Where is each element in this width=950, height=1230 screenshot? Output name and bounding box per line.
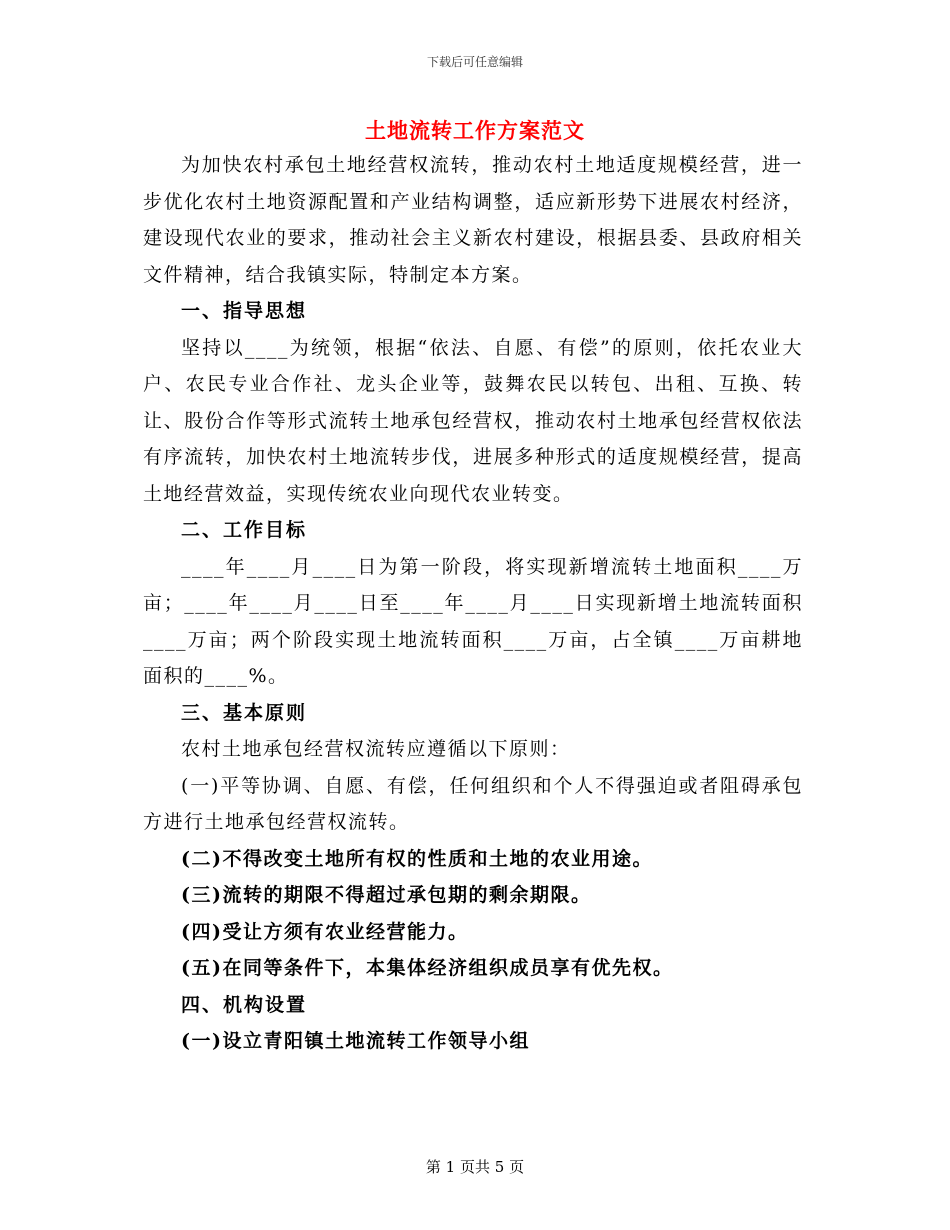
- principle-item-5: (五)在同等条件下，本集体经济组织成员享有优先权。: [181, 957, 674, 979]
- principle-item-4: (四)受让方须有农业经营能力。: [181, 920, 469, 943]
- principle-item-2: (二)不得改变土地所有权的性质和土地的农业用途。: [181, 847, 653, 870]
- guiding-thought-paragraph: 坚持以____为统领，根据“依法、自愿、有偿”的原则，依托农业大户、农民专业合作社、龙头企业等，鼓舞农民以转包、出租、互换、转让、股份合作等形式流转土地承包经营权，推动农村土地承包经营权依法有序流转，加快农村土地流转步伐，进展多种形式的适度规模经营，提高土地经营效益，实现传统农业向现代农业转变。: [143, 336, 803, 505]
- document-title: 土地流转工作方案范文: [365, 118, 585, 143]
- section-heading-basic-principles: 三、基本原则: [181, 701, 308, 724]
- principles-intro-paragraph: 农村土地承包经营权流转应遵循以下原则：: [181, 738, 571, 760]
- document-body: [143, 147, 803, 1060]
- intro-paragraph: 为加快农村承包土地经营权流转，推动农村土地适度规模经营，进一步优化农村土地资源配置和产业结构调整，适应新形势下进展农村经济，建设现代农业的要求，推动社会主义新农村建设，根据县委、县政府相关文件精神，结合我镇实际，特制定本方案。: [143, 154, 803, 286]
- principle-item-1: (一)平等协调、自愿、有偿，任何组织和个人不得强迫或者阻碍承包方进行土地承包经营权流转。: [143, 774, 803, 833]
- principle-item-3: (三)流转的期限不得超过承包期的剩余期限。: [181, 884, 592, 906]
- organization-item-1: (一)设立青阳镇土地流转工作领导小组: [181, 1030, 530, 1052]
- section-heading-guiding-thought: 一、指导思想: [181, 300, 308, 322]
- work-goals-paragraph: ____年____月____日为第一阶段，将实现新增流转土地面积____万亩；____年____月____日至____年____月____日实现新增土地流转面积____万亩；两个阶段实现土地流转面积____万亩，占全镇____万亩耕地面积的____%。: [143, 555, 803, 687]
- page-footer: 第 1 页共 5 页: [425, 1158, 525, 1176]
- section-heading-organization: 四、机构设置: [181, 993, 308, 1016]
- section-heading-work-goals: 二、工作目标: [181, 519, 308, 541]
- header-note: 下载后可任意编辑: [426, 55, 523, 69]
